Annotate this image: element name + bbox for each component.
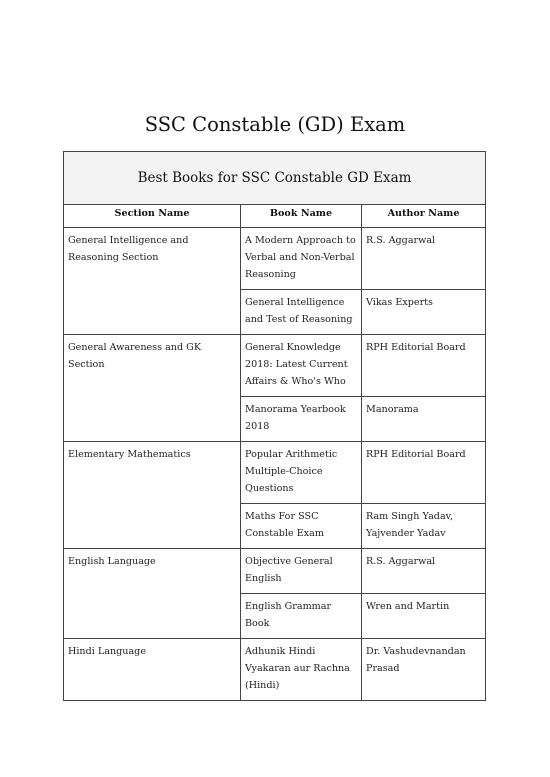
book-name: General Intelligence and Test of Reasoning <box>245 297 353 325</box>
author-name-cell <box>362 228 486 290</box>
author-name: RPH Editorial Board <box>366 342 466 353</box>
book-name-cell <box>241 397 362 442</box>
section-name-cell <box>64 549 241 639</box>
book-name: A Modern Approach to Verbal and Non-Verbal Reasoning <box>245 235 356 280</box>
book-name: Manorama Yearbook 2018 <box>245 404 346 432</box>
book-name: Popular Arithmetic Multiple-Choice Questions <box>245 449 338 494</box>
table-row <box>64 442 486 504</box>
books-table <box>63 151 486 701</box>
author-name: Wren and Martin <box>366 601 450 612</box>
book-name: English Grammar Book <box>245 601 332 629</box>
caption-row <box>64 152 486 205</box>
author-name: Ram Singh Yadav, Yajvender Yadav <box>366 511 453 539</box>
section-name-cell <box>64 335 241 442</box>
book-name: Adhunik Hindi Vyakaran aur Rachna (Hindi) <box>245 646 350 691</box>
table-row <box>64 639 486 701</box>
book-name-cell <box>241 549 362 594</box>
book-name-cell <box>241 228 362 290</box>
book-name-cell <box>241 442 362 504</box>
author-name-cell <box>362 290 486 335</box>
header-row <box>64 205 486 228</box>
page-title: SSC Constable (GD) Exam <box>144 113 406 136</box>
book-name: General Knowledge 2018: Latest Current Affairs & Who's Who <box>245 342 348 387</box>
section-name-cell <box>64 228 241 335</box>
author-name: Manorama <box>366 404 419 415</box>
table-row <box>64 549 486 594</box>
book-name: Maths For SSC Constable Exam <box>245 511 324 539</box>
author-name-cell <box>362 397 486 442</box>
author-name-cell <box>362 639 486 701</box>
book-name-cell <box>241 639 362 701</box>
book-name-cell <box>241 594 362 639</box>
author-name-cell <box>362 442 486 504</box>
author-name: R.S. Aggarwal <box>366 235 436 246</box>
section-name: General Intelligence and Reasoning Section <box>68 235 189 263</box>
section-name-cell <box>64 639 241 701</box>
table-row <box>64 228 486 290</box>
author-name: Vikas Experts <box>366 297 433 308</box>
book-name-cell <box>241 504 362 549</box>
author-name-cell <box>362 549 486 594</box>
author-name: RPH Editorial Board <box>366 449 466 460</box>
section-name: General Awareness and GK Section <box>68 342 201 370</box>
author-name-cell <box>362 335 486 397</box>
section-name: Hindi Language <box>68 646 147 657</box>
section-name-cell <box>64 442 241 549</box>
author-name-cell <box>362 504 486 549</box>
header-book-name: Book Name <box>241 205 362 228</box>
section-name: Elementary Mathematics <box>68 449 191 460</box>
table-row <box>64 335 486 397</box>
header-section-name: Section Name <box>64 205 241 228</box>
book-name: Objective General English <box>245 556 333 584</box>
author-name: Dr. Vashudevnandan Prasad <box>366 646 466 674</box>
book-name-cell <box>241 335 362 397</box>
author-name: R.S. Aggarwal <box>366 556 436 567</box>
header-author-name: Author Name <box>362 205 486 228</box>
section-name: English Language <box>68 556 156 567</box>
book-name-cell <box>241 290 362 335</box>
author-name-cell <box>362 594 486 639</box>
table-caption: Best Books for SSC Constable GD Exam <box>64 152 486 205</box>
